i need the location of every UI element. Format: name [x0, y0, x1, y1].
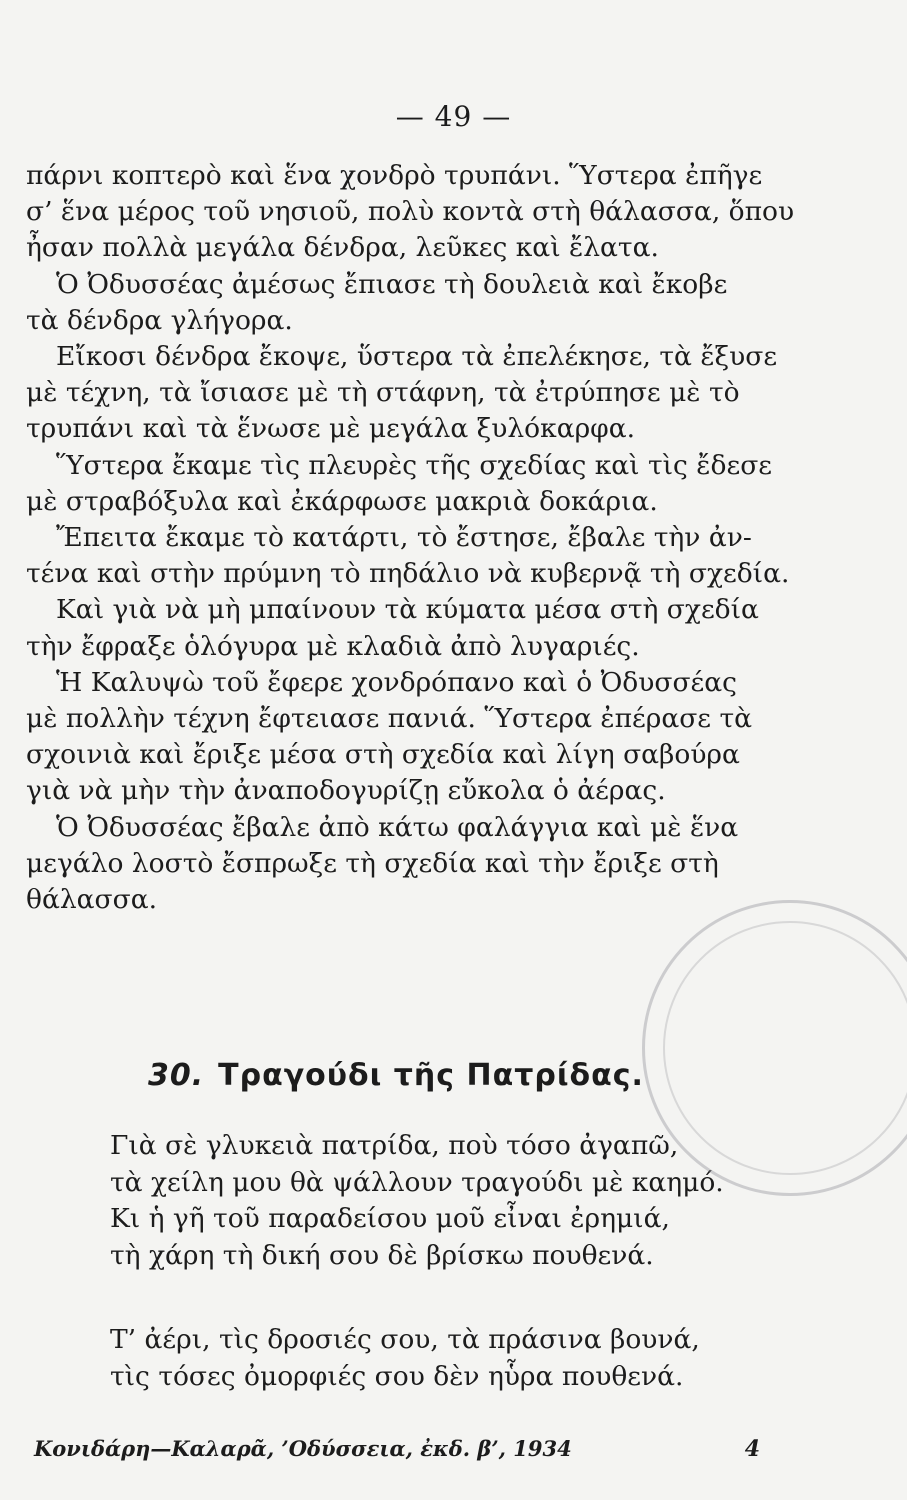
prose-line: τρυπάνι καὶ τὰ ἕνωσε μὲ μεγάλα ξυλόκαρφα.	[26, 413, 636, 445]
section-number: 30.	[148, 1058, 205, 1093]
prose-line: μὲ πολλὴν τέχνη ἔφτειασε πανιά. Ὕστερα ἐπέρασε τὰ	[26, 703, 753, 735]
prose-line: Καὶ γιὰ νὰ μὴ μπαίνουν τὰ κύματα μέσα στὴ σχεδία	[56, 594, 759, 626]
prose-line: μεγάλο λοστὸ ἔσπρωξε τὴ σχεδία καὶ τὴν ἔριξε στὴ	[26, 847, 719, 879]
prose-line: Ἔπειτα ἔκαμε τὸ κατάρτι, τὸ ἔστησε, ἔβαλε τὴν ἀν-	[56, 522, 752, 554]
prose-line: τὰ δένδρα γλήγορα.	[26, 304, 293, 336]
prose-line: Ἡ Καλυψὼ τοῦ ἔφερε χονδρόπανο καὶ ὁ Ὀδυσσέας	[56, 666, 738, 698]
prose-line: τένα καὶ στὴν πρύμνη τὸ πηδάλιο νὰ κυβερνᾷ τὴ σχεδία.	[26, 558, 790, 590]
prose-line: γιὰ νὰ μὴν τὴν ἀναποδογυρίζῃ εὔκολα ὁ ἀέρας.	[26, 775, 666, 807]
prose-body	[26, 158, 795, 918]
poem-stanza-2	[110, 1322, 700, 1395]
prose-line: τὴν ἔφραξε ὁλόγυρα μὲ κλαδιὰ ἀπὸ λυγαριές.	[26, 630, 640, 662]
prose-line: μὲ στραβόξυλα καὶ ἐκάρφωσε μακριὰ δοκάρια.	[26, 485, 658, 517]
prose-line: Εἴκοσι δένδρα ἔκοψε, ὕστερα τὰ ἐπελέκησε, τὰ ἔξυσε	[56, 341, 778, 373]
poem-line: Κι ἡ γῆ τοῦ παραδείσου μοῦ εἶναι ἐρημιά,	[110, 1203, 670, 1234]
poem-line: Γιὰ σὲ γλυκειὰ πατρίδα, ποὺ τόσο ἀγαπῶ,	[110, 1130, 679, 1161]
prose-line: σ’ ἕνα μέρος τοῦ νησιοῦ, πολὺ κοντὰ στὴ θάλασσα, ὅπου	[26, 196, 795, 228]
poem-line: τὶς τόσες ὀμορφιές σου δὲν ηὗρα πουθενά.	[110, 1360, 684, 1392]
prose-line: Ὁ Ὀδυσσέας ἔβαλε ἀπὸ κάτω φαλάγγια καὶ μὲ ἕνα	[56, 811, 739, 843]
prose-line: σχοινιὰ καὶ ἔριξε μέσα στὴ σχεδία καὶ λίγη σαβούρα	[26, 739, 740, 771]
prose-line: ἦσαν πολλὰ μεγάλα δένδρα, λεῦκες καὶ ἔλατα.	[26, 232, 659, 264]
signature-mark: 4	[744, 1436, 760, 1462]
prose-line: Ὕστερα ἔκαμε τὶς πλευρὲς τῆς σχεδίας καὶ τὶς ἔδεσε	[56, 449, 773, 481]
poem-stanza-1	[110, 1128, 724, 1274]
section-title: Τραγούδι τῆς Πατρίδας.	[218, 1058, 644, 1093]
poem-line: Τ’ ἀέρι, τὶς δροσιές σου, τὰ πράσινα βουνά,	[110, 1324, 700, 1355]
footer-citation: Κονιδάρη—Καλαρᾶ, ’Οδύσσεια, ἐκδ. β’, 1934	[34, 1436, 572, 1461]
prose-line: Ὁ Ὀδυσσέας ἀμέσως ἔπιασε τὴ δουλειὰ καὶ ἔκοβε	[56, 268, 728, 300]
page-number: — 49 —	[395, 100, 512, 133]
poem-line: τὰ χείλη μου θὰ ψάλλουν τραγούδι μὲ καημό.	[110, 1166, 724, 1198]
poem-line: τὴ χάρη τὴ δική σου δὲ βρίσκω πουθενά.	[110, 1239, 654, 1271]
prose-line: πάρνι κοπτερὸ καὶ ἕνα χονδρὸ τρυπάνι. Ὕστερα ἐπῆγε	[26, 160, 763, 191]
prose-line: μὲ τέχνη, τὰ ἴσιασε μὲ τὴ στάφνη, τὰ ἐτρύπησε μὲ τὸ	[26, 377, 740, 409]
prose-line: θάλασσα.	[26, 884, 158, 916]
